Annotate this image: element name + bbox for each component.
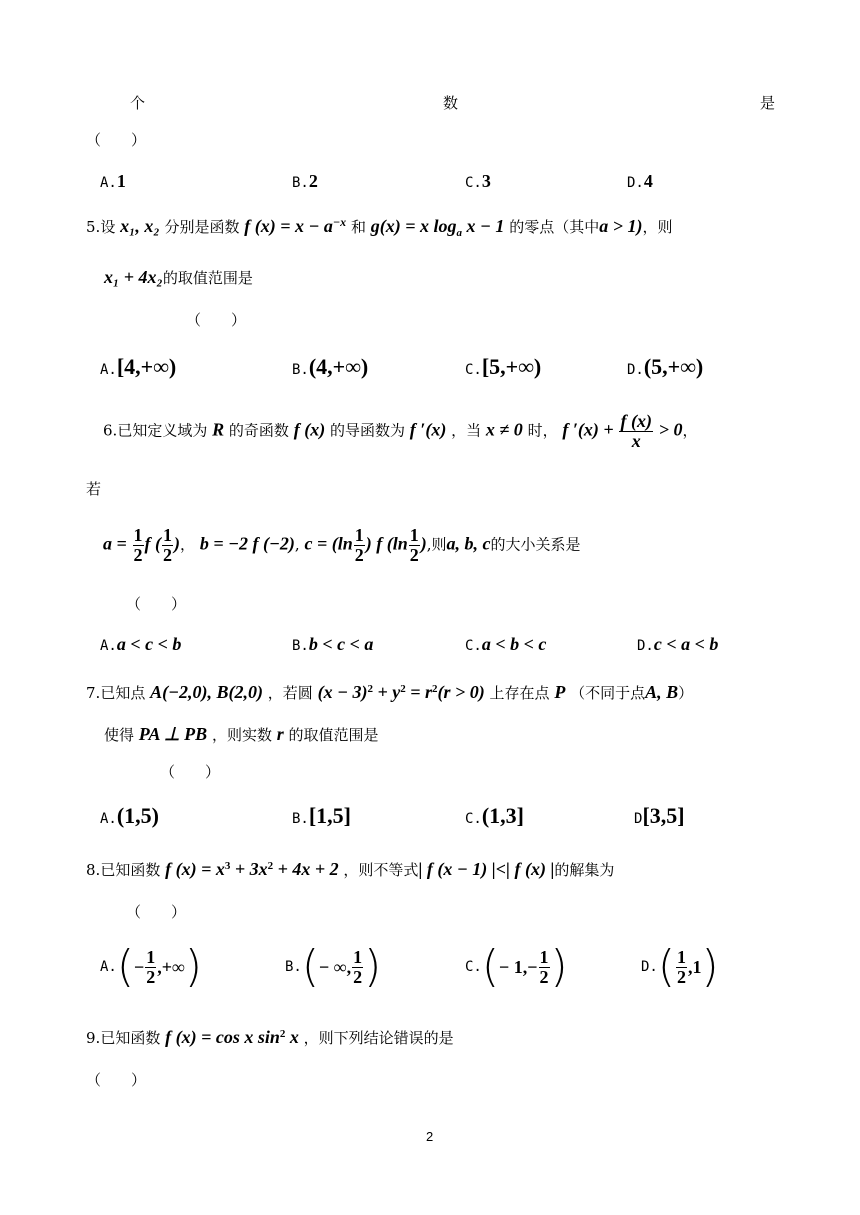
q4-answer-paren: （ ） — [86, 131, 147, 149]
fraction-one-half: $\frac{1}{2}$ — [409, 525, 419, 565]
q6-option-d: D.c < a < b — [637, 634, 719, 654]
q4-option-a: A.1 — [100, 171, 126, 191]
q4-option-b: B.2 — [292, 171, 318, 191]
q5-option-b: B.(4,+∞) — [292, 354, 369, 379]
q5-answer-paren: （ ） — [186, 311, 247, 329]
q7-option-c: C.(1,3] — [465, 803, 525, 828]
fraction-one-half: $\frac{1}{2}$ — [354, 525, 364, 565]
q7-option-d: D[3,5] — [634, 803, 685, 828]
q5-option-d: D.(5,+∞) — [627, 354, 704, 379]
q7-option-b: B.[1,5] — [292, 803, 352, 828]
q7-option-a: A.(1,5) — [100, 803, 160, 828]
q8-stem: 8.已知函数 f $(x) = x^3 + 3x^2 + 4x + 2$ ，则不等式| f (x − 1) |<| f (x) |的解集为 — [86, 859, 615, 879]
q4-option-d: D.4 — [627, 171, 653, 191]
continuation-char-1: 个 — [130, 94, 146, 112]
q5-stem-line2: x₁ + 4x₂的取值范围是 — [104, 267, 253, 287]
q5-stem-line1: 5.设 x₁, x₂ 分别是函数 f $(x) = x - a^{-x}$ 和 g(x) = x $\log_a x - 1$ 的零点（其中a > 1)，则 — [86, 215, 673, 239]
continuation-char-2: 数 — [443, 94, 459, 112]
page-number: 2 — [426, 1129, 434, 1144]
q8-option-a: A. ( − $\frac{1}{2}$ ,+∞ ) — [100, 941, 203, 992]
q6-option-b: B.b < c < a — [292, 634, 374, 654]
q6-ruo: 若 — [86, 480, 102, 498]
continuation-char-3: 是 — [760, 94, 776, 112]
q7-stem-line1: 7.已知点 A(−2,0), B(2,0) ，若圆 $(x - 3)^2 + y^2 = r^2(r > 0)$ 上存在点 P （不同于点A, B） — [86, 682, 694, 702]
fraction-one-half: $\frac{1}{2}$ — [133, 525, 143, 565]
q6-stem-line1: 6.已知定义域为 R 的奇函数 f (x) 的导函数为 f ′(x) ，当 x ≠ 0 时， f ′(x) + $\frac{f (x)}{x}$ > 0， — [103, 411, 698, 451]
q7-answer-paren: （ ） — [160, 763, 221, 781]
q4-option-c: C.3 — [465, 171, 491, 191]
q7-stem-line2: 使得 PA ⊥ PB ，则实数 r 的取值范围是 — [104, 724, 379, 744]
q8-answer-paren: （ ） — [126, 903, 187, 921]
q6-option-a: A.a < c < b — [100, 634, 182, 654]
q8-option-d: D. ( $\frac{1}{2}$ ,1 ) — [641, 941, 719, 992]
q5-option-a: A.[4,+∞) — [100, 354, 177, 379]
q8-option-c: C. ( − 1,− $\frac{1}{2}$ ) — [465, 941, 568, 992]
q9-stem: 9.已知函数 f (x) = cos x $\sin^2 x$ ，则下列结论错误的是 — [86, 1027, 454, 1047]
q6-fraction-fx-over-x: $\frac{f (x)}{x}$ — [620, 411, 652, 451]
q6-option-c: C.a < b < c — [465, 634, 547, 654]
fraction-one-half: $\frac{1}{2}$ — [163, 525, 173, 565]
q5-option-c: C.[5,+∞) — [465, 354, 542, 379]
q6-definitions-line: a = $\frac{1}{2}$ f ( $\frac{1}{2}$ )， b = −2 f (−2), c = (ln $\frac{1}{2}$ ) f (ln $\frac{1}{2}$ ),则a, b, c的大小关系是 — [103, 525, 581, 565]
q9-answer-paren: （ ） — [86, 1071, 147, 1089]
q6-answer-paren: （ ） — [126, 595, 187, 613]
q8-option-b: B. ( − ∞, $\frac{1}{2}$ ) — [285, 941, 382, 992]
